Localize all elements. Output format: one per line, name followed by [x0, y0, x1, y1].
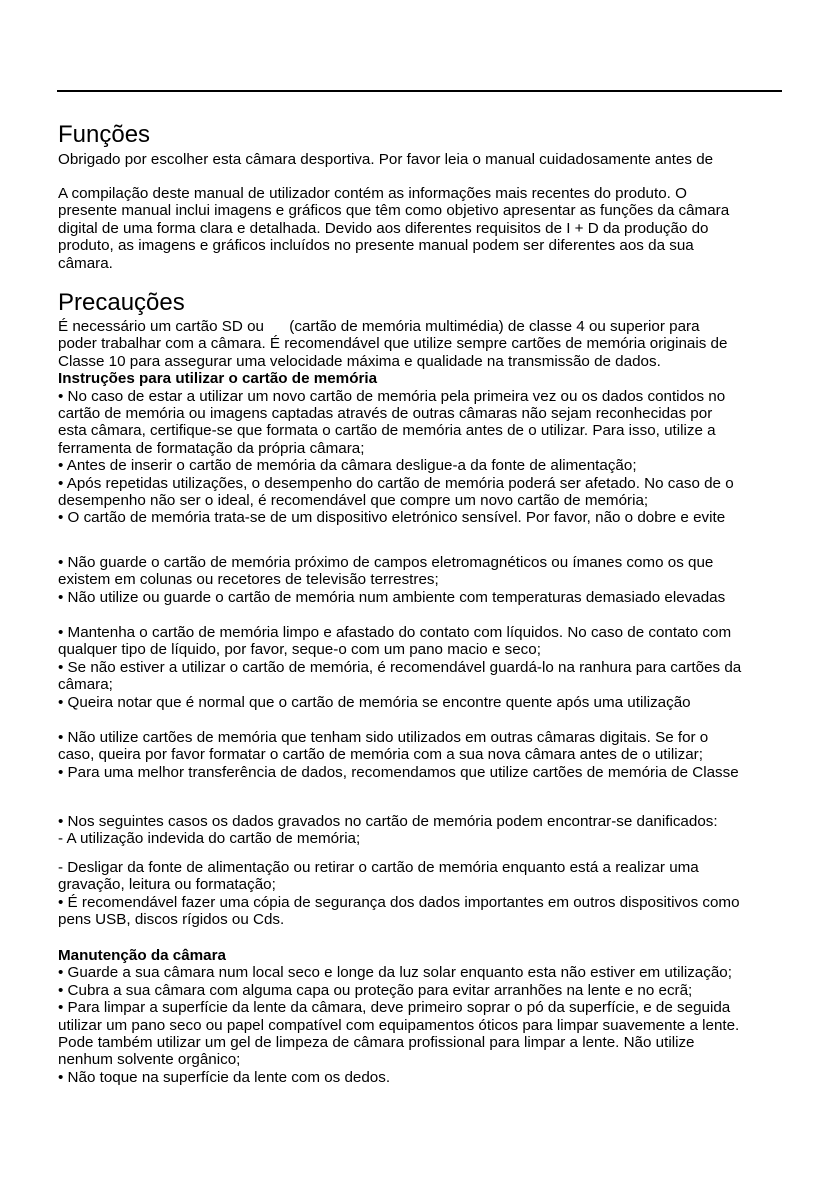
funcoes-intro	[58, 151, 784, 168]
text-line: Classe 10 para assegurar uma velocidade máxima e qualidade na transmissão de dados.	[58, 352, 661, 370]
text-line: utilizar um pano seco ou papel compatível com equipamentos óticos para limpar suavemente a lente.	[58, 1016, 740, 1034]
text-line: poder trabalhar com a câmara. É recomendável que utilize sempre cartões de memória originais de	[58, 335, 728, 353]
text-line: • No caso de estar a utilizar um novo cartão de memória pela primeira vez ou os dados contidos no	[58, 387, 726, 405]
precaucoes-intro	[58, 318, 784, 527]
text-line: qualquer tipo de líquido, por favor, seque-o com um pano macio e seco;	[58, 641, 541, 659]
text-line: • Não utilize ou guarde o cartão de memória num ambiente com temperaturas demasiado elevadas	[58, 588, 726, 606]
text-line: • Antes de inserir o cartão de memória da câmara desligue-a da fonte de alimentação;	[58, 457, 637, 475]
text-line: pens USB, discos rígidos ou Cds.	[58, 911, 285, 929]
text-line: • Nos seguintes casos os dados gravados no cartão de memória podem encontrar-se danificados:	[58, 813, 718, 830]
text-line: • Mantenha o cartão de memória limpo e afastado do contato com líquidos. No caso de contato com	[58, 624, 732, 641]
text-line: presente manual inclui imagens e gráficos que têm como objetivo apresentar as funções da câmara	[58, 202, 730, 220]
text-line: gravação, leitura ou formatação;	[58, 876, 276, 894]
text-line: Obrigado por escolher esta câmara desportiva. Por favor leia o manual cuidadosamente antes de	[58, 151, 714, 168]
text-line: • Para uma melhor transferência de dados, recomendamos que utilize cartões de memória de Classe	[58, 763, 739, 781]
text-line: • Para limpar a superfície da lente da câmara, deve primeiro soprar o pó da superfície, e de seguida	[58, 999, 731, 1017]
text-line: existem em colunas ou recetores de televisão terrestres;	[58, 571, 439, 589]
text-line: • Não toque na superfície da lente com os dedos.	[58, 1068, 391, 1086]
funcoes-heading: Funções	[58, 121, 151, 148]
text-line: É necessário um cartão SD ou (cartão de memória multimédia) de classe 4 ou superior para	[58, 318, 700, 335]
text-line: • O cartão de memória trata-se de um dispositivo eletrónico sensível. Por favor, não o dobre e evite	[58, 509, 726, 527]
text-line: • Não utilize cartões de memória que tenham sido utilizados em outras câmaras digitais. Se for o	[58, 729, 709, 746]
text-line: • Não guarde o cartão de memória próximo de campos eletromagnéticos ou ímanes como os que	[58, 554, 714, 571]
precaucoes-group-3	[58, 624, 784, 711]
text-line: • Após repetidas utilizações, o desempenho do cartão de memória poderá ser afetado. No caso de o	[58, 474, 734, 492]
text-line: nenhum solvente orgânico;	[58, 1051, 241, 1069]
text-line: • Queira notar que é normal que o cartão de memória se encontre quente após uma utilização	[58, 693, 691, 711]
text-line: câmara.	[58, 254, 113, 272]
text-line: • É recomendável fazer uma cópia de segurança dos dados importantes em outros dispositivos como	[58, 893, 740, 911]
precaucoes-group-5	[58, 813, 784, 848]
precaucoes-group-6	[58, 859, 784, 929]
text-line: esta câmara, certifique-se que formata o cartão de memória antes de o utilizar. Para isso, utilize a	[58, 422, 716, 440]
funcoes-paragraph	[58, 185, 784, 272]
text-line: Pode também utilizar um gel de limpeza de câmara profissional para limpar a lente. Não utilize	[58, 1033, 695, 1051]
text-line: digital de uma forma clara e detalhada. Devido aos diferentes requisitos de I + D da produção do	[58, 219, 709, 237]
manutencao-section	[58, 947, 784, 1086]
text-line: - A utilização indevida do cartão de memória;	[58, 830, 361, 848]
header-rule	[57, 90, 782, 92]
text-line: • Guarde a sua câmara num local seco e longe da luz solar enquanto esta não estiver em utilização;	[58, 964, 732, 982]
text-line: - Desligar da fonte de alimentação ou retirar o cartão de memória enquanto está a realizar uma	[58, 859, 699, 876]
text-line: • Se não estiver a utilizar o cartão de memória, é recomendável guardá-lo na ranhura para cartões da	[58, 658, 742, 676]
precaucoes-group-4	[58, 729, 784, 781]
text-line: A compilação deste manual de utilizador contém as informações mais recentes do produto. O	[58, 185, 687, 202]
precaucoes-group-2	[58, 554, 784, 606]
text-line: • Cubra a sua câmara com alguma capa ou proteção para evitar arranhões na lente e no ecrã;	[58, 981, 693, 999]
text-line: desempenho não ser o ideal, é recomendável que compre um novo cartão de memória;	[58, 491, 649, 509]
text-line: ferramenta de formatação da própria câmara;	[58, 439, 365, 457]
text-line: cartão de memória ou imagens captadas através de outras câmaras não sejam reconhecidas por	[58, 404, 713, 422]
maintenance-subheading: Manutenção da câmara	[58, 947, 226, 964]
text-line: caso, queira por favor formatar o cartão de memória com a sua nova câmara antes de o utilizar;	[58, 746, 703, 764]
text-line: produto, as imagens e gráficos incluídos no presente manual podem ser diferentes aos da sua	[58, 237, 694, 255]
precaucoes-heading: Precauções	[58, 289, 185, 316]
memory-card-subheading: Instruções para utilizar o cartão de memória	[58, 370, 378, 388]
text-line: câmara;	[58, 676, 113, 694]
